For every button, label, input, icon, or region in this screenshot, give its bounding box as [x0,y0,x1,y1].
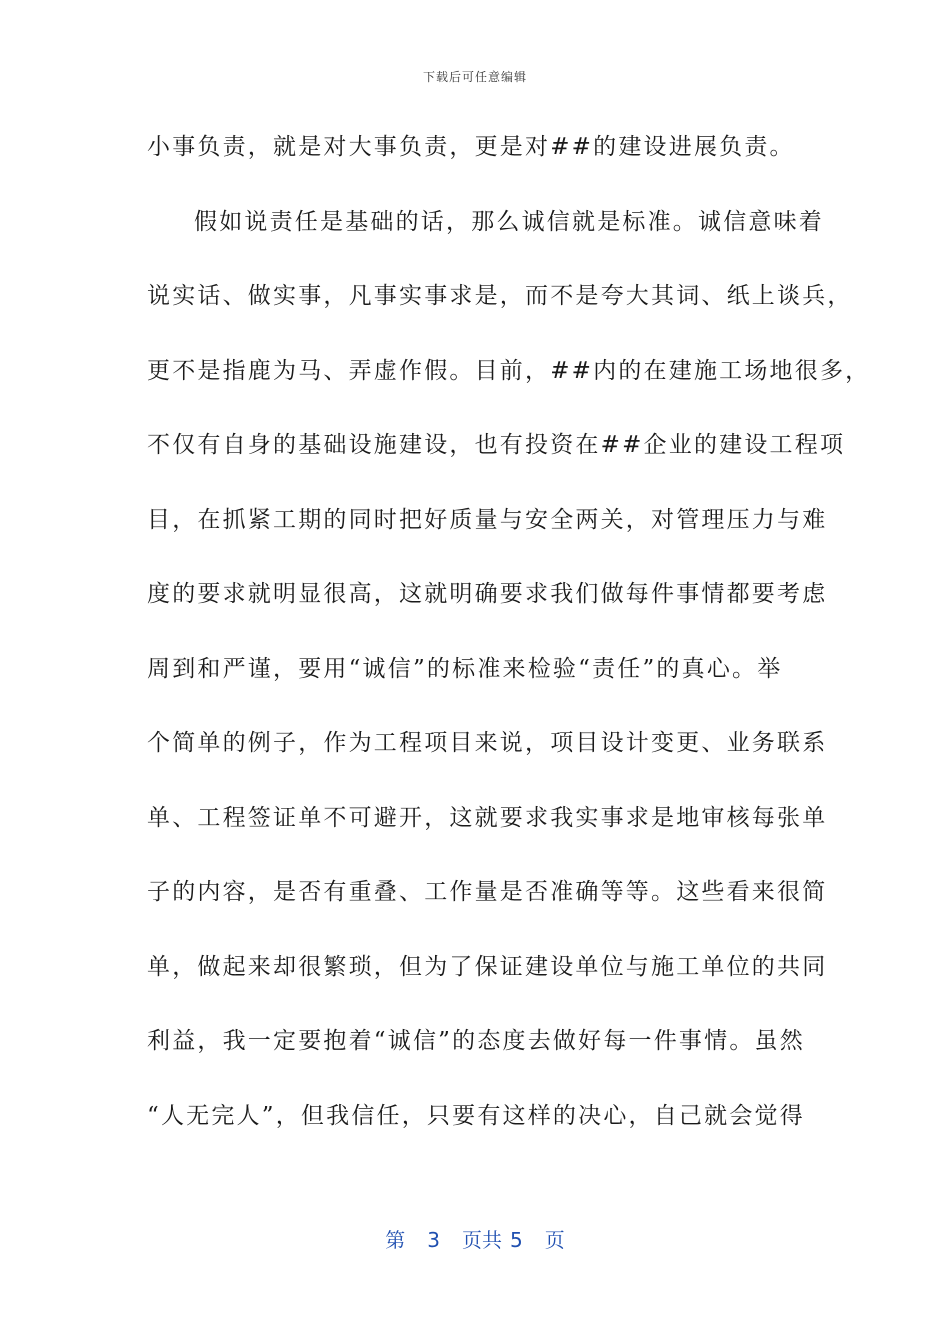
document-body [147,118,871,1161]
body-line: 假如说责任是基础的话，那么诚信就是标准。诚信意味着 [194,208,824,235]
body-line: 单，做起来却很繁琐，但为了保证建设单位与施工单位的共同 [147,953,828,980]
body-line: 更不是指鹿为马、弄虚作假。目前，##内的在建施工场地很多， [147,357,871,384]
current-page-number: 3 [427,1228,440,1252]
body-line: 个简单的例子，作为工程项目来说，项目设计变更、业务联系 [147,730,828,756]
body-line: 周到和严谨，要用“诚信”的标准来检验“责任”的真心。举 [147,655,783,682]
body-line: 度的要求就明显很高，这就明确要求我们做每件事情都要考虑 [147,581,828,607]
body-line: 不仅有自身的基础设施建设，也有投资在##企业的建设工程项 [147,432,846,458]
body-line: 单、工程签证单不可避开，这就要求我实事求是地审核每张单 [147,804,828,831]
footer-middle: 页共 [462,1228,502,1252]
body-line: 目，在抓紧工期的同时把好质量与安全两关，对管理压力与难 [147,506,828,533]
body-line: 说实话、做实事，凡事实事求是，而不是夸大其词、纸上谈兵， [147,283,853,309]
body-line: 利益，我一定要抱着“诚信”的态度去做好每一件事情。虽然 [147,1028,805,1054]
header-note: 下载后可任意编辑 [422,70,527,84]
body-line: 小事负责，就是对大事负责，更是对##的建设进展负责。 [147,134,795,160]
page-footer [0,1224,950,1253]
body-line: “人无完人”，但我信任，只要有这样的决心，自己就会觉得 [147,1102,805,1129]
body-line: 子的内容，是否有重叠、工作量是否准确等等。这些看来很简 [147,879,828,905]
total-pages-number: 5 [510,1228,523,1252]
footer-prefix: 第 [385,1228,406,1252]
footer-suffix: 页 [544,1228,565,1252]
